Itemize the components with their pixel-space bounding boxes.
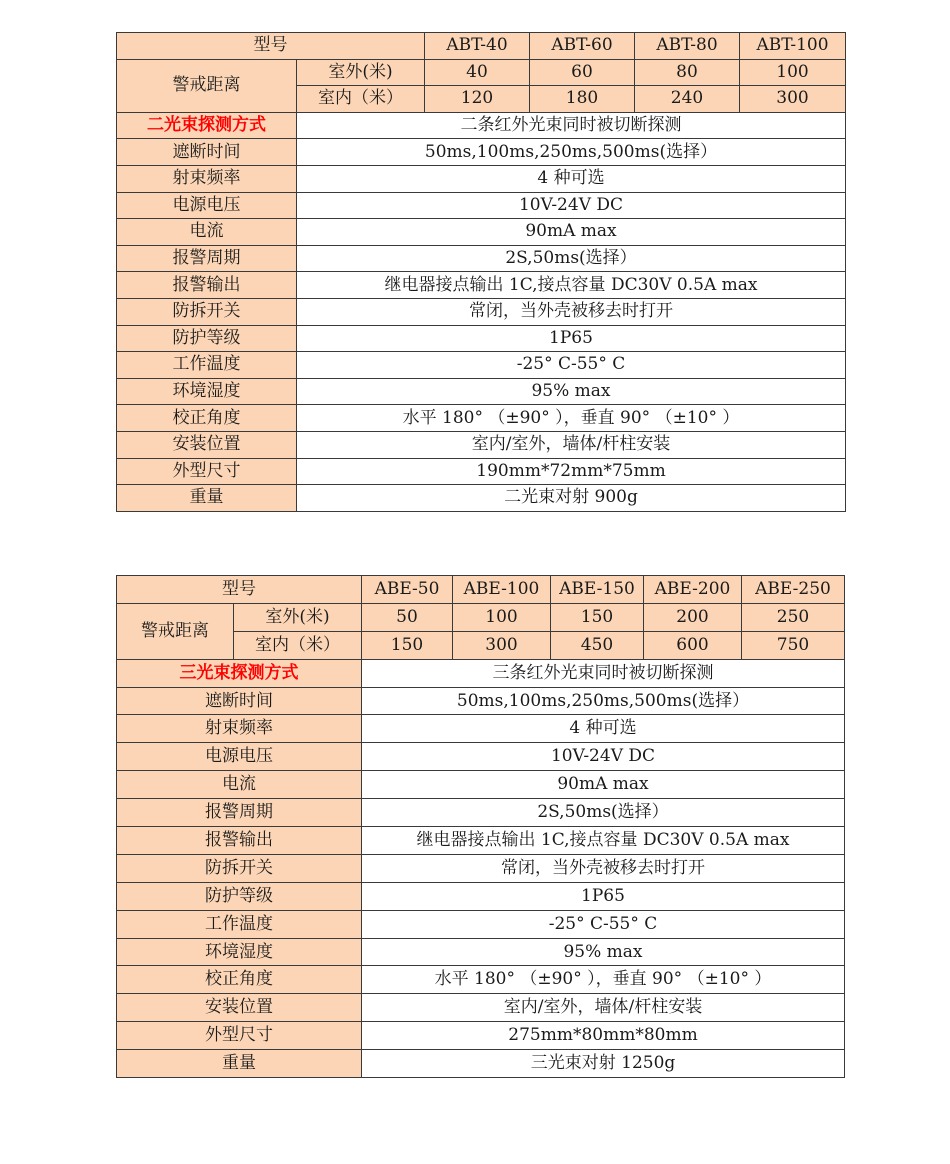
spec-value: 95% max: [362, 938, 845, 966]
spec-row: [117, 1050, 845, 1078]
spec-row: [117, 994, 845, 1022]
indoor-label: 室内（米）: [234, 631, 362, 659]
indoor-value: 600: [644, 631, 742, 659]
spec-label: 遮断时间: [117, 139, 297, 166]
range-label: 警戒距离: [117, 603, 234, 659]
model-name: ABT-60: [530, 33, 635, 60]
spec-value: 90mA max: [297, 219, 846, 246]
indoor-label: 室内（米）: [297, 86, 425, 113]
spec-value: 室内/室外，墙体/杆柱安装: [297, 431, 846, 458]
spec-row: [117, 245, 846, 272]
spec-label: 工作温度: [117, 910, 362, 938]
spec-label: 重量: [117, 1050, 362, 1078]
spec-value: 三光束对射 1250g: [362, 1050, 845, 1078]
spec-value: 1P65: [362, 882, 845, 910]
spec-label: 外型尺寸: [117, 458, 297, 485]
spec-value: 室内/室外，墙体/杆柱安装: [362, 994, 845, 1022]
spec-label: 电源电压: [117, 192, 297, 219]
spec-row: [117, 298, 846, 325]
spec-value: 50ms,100ms,250ms,500ms(选择）: [297, 139, 846, 166]
outdoor-value: 150: [551, 603, 644, 631]
spec-value: -25° C-55° C: [362, 910, 845, 938]
spec-label: 报警输出: [117, 827, 362, 855]
mode-value: 二条红外光束同时被切断探测: [297, 112, 846, 139]
outdoor-label: 室外(米): [297, 59, 425, 86]
spec-row: [117, 378, 846, 405]
outdoor-value: 60: [530, 59, 635, 86]
spec-value: 1P65: [297, 325, 846, 352]
outdoor-row: [117, 59, 846, 86]
spec-value: 水平 180° （±90° ），垂直 90° （±10° ）: [297, 405, 846, 432]
outdoor-value: 80: [635, 59, 740, 86]
range-label: 警戒距离: [117, 59, 297, 112]
spec-value: 4 种可选: [297, 165, 846, 192]
model-name: ABE-250: [742, 576, 845, 604]
mode-value: 三条红外光束同时被切断探测: [362, 659, 845, 687]
spec-label: 环境湿度: [117, 378, 297, 405]
model-name: ABE-150: [551, 576, 644, 604]
spec-row: [117, 771, 845, 799]
spec-row: [117, 272, 846, 299]
model-label: 型号: [117, 576, 362, 604]
spec-label: 报警输出: [117, 272, 297, 299]
spec-row: [117, 405, 846, 432]
spec-value: 二光束对射 900g: [297, 485, 846, 512]
outdoor-value: 200: [644, 603, 742, 631]
spec-row: [117, 799, 845, 827]
outdoor-row: [117, 603, 845, 631]
mode-row: [117, 659, 845, 687]
outdoor-value: 40: [425, 59, 530, 86]
indoor-value: 750: [742, 631, 845, 659]
spec-value: 继电器接点输出 1C,接点容量 DC30V 0.5A max: [297, 272, 846, 299]
spec-row: [117, 743, 845, 771]
spec-label: 安装位置: [117, 994, 362, 1022]
mode-label: 二光束探测方式: [117, 112, 297, 139]
model-row: [117, 33, 846, 60]
spec-value: -25° C-55° C: [297, 352, 846, 379]
spec-row: [117, 485, 846, 512]
indoor-value: 180: [530, 86, 635, 113]
spec-label: 环境湿度: [117, 938, 362, 966]
outdoor-value: 250: [742, 603, 845, 631]
spec-row: [117, 938, 845, 966]
spec-value: 水平 180° （±90° ），垂直 90° （±10° ）: [362, 966, 845, 994]
spec-row: [117, 219, 846, 246]
spec-label: 外型尺寸: [117, 1022, 362, 1050]
spec-label: 防拆开关: [117, 298, 297, 325]
spec-row: [117, 458, 846, 485]
indoor-value: 240: [635, 86, 740, 113]
indoor-value: 300: [453, 631, 551, 659]
outdoor-label: 室外(米): [234, 603, 362, 631]
spec-label: 工作温度: [117, 352, 297, 379]
model-name: ABE-100: [453, 576, 551, 604]
spec-label: 电流: [117, 771, 362, 799]
spec-row: [117, 352, 846, 379]
indoor-value: 300: [740, 86, 846, 113]
spec-label: 防护等级: [117, 882, 362, 910]
spec-value: 2S,50ms(选择）: [297, 245, 846, 272]
spec-label: 重量: [117, 485, 297, 512]
spec-value: 4 种可选: [362, 715, 845, 743]
spec-row: [117, 910, 845, 938]
spec-row: [117, 431, 846, 458]
model-name: ABT-80: [635, 33, 740, 60]
spec-row: [117, 687, 845, 715]
spec-value: 2S,50ms(选择）: [362, 799, 845, 827]
spec-value: 95% max: [297, 378, 846, 405]
outdoor-value: 50: [362, 603, 453, 631]
spec-row: [117, 715, 845, 743]
spec-row: [117, 192, 846, 219]
spec-label: 报警周期: [117, 245, 297, 272]
spec-value: 190mm*72mm*75mm: [297, 458, 846, 485]
indoor-value: 450: [551, 631, 644, 659]
spec-label: 遮断时间: [117, 687, 362, 715]
spec-label: 防护等级: [117, 325, 297, 352]
spec-row: [117, 325, 846, 352]
spec-label: 安装位置: [117, 431, 297, 458]
mode-row: [117, 112, 846, 139]
spec-value: 275mm*80mm*80mm: [362, 1022, 845, 1050]
spec-label: 校正角度: [117, 966, 362, 994]
spec-row: [117, 165, 846, 192]
model-label: 型号: [117, 33, 425, 60]
spec-row: [117, 854, 845, 882]
model-name: ABE-50: [362, 576, 453, 604]
spec-value: 10V-24V DC: [297, 192, 846, 219]
spec-value: 常闭，当外壳被移去时打开: [362, 854, 845, 882]
model-name: ABT-40: [425, 33, 530, 60]
spec-row: [117, 1022, 845, 1050]
outdoor-value: 100: [740, 59, 846, 86]
abe-spec-table: [116, 575, 845, 1078]
spec-label: 校正角度: [117, 405, 297, 432]
spec-label: 电流: [117, 219, 297, 246]
spec-label: 射束频率: [117, 165, 297, 192]
model-name: ABE-200: [644, 576, 742, 604]
spec-label: 电源电压: [117, 743, 362, 771]
abt-spec-table: [116, 32, 846, 512]
spec-row: [117, 139, 846, 166]
spec-row: [117, 882, 845, 910]
spec-label: 射束频率: [117, 715, 362, 743]
spec-value: 10V-24V DC: [362, 743, 845, 771]
outdoor-value: 100: [453, 603, 551, 631]
spec-value: 继电器接点输出 1C,接点容量 DC30V 0.5A max: [362, 827, 845, 855]
spec-row: [117, 827, 845, 855]
model-row: [117, 576, 845, 604]
spec-row: [117, 966, 845, 994]
spec-value: 90mA max: [362, 771, 845, 799]
spec-value: 50ms,100ms,250ms,500ms(选择）: [362, 687, 845, 715]
spec-label: 报警周期: [117, 799, 362, 827]
indoor-value: 120: [425, 86, 530, 113]
mode-label: 三光束探测方式: [117, 659, 362, 687]
spec-label: 防拆开关: [117, 854, 362, 882]
spec-value: 常闭，当外壳被移去时打开: [297, 298, 846, 325]
indoor-value: 150: [362, 631, 453, 659]
model-name: ABT-100: [740, 33, 846, 60]
